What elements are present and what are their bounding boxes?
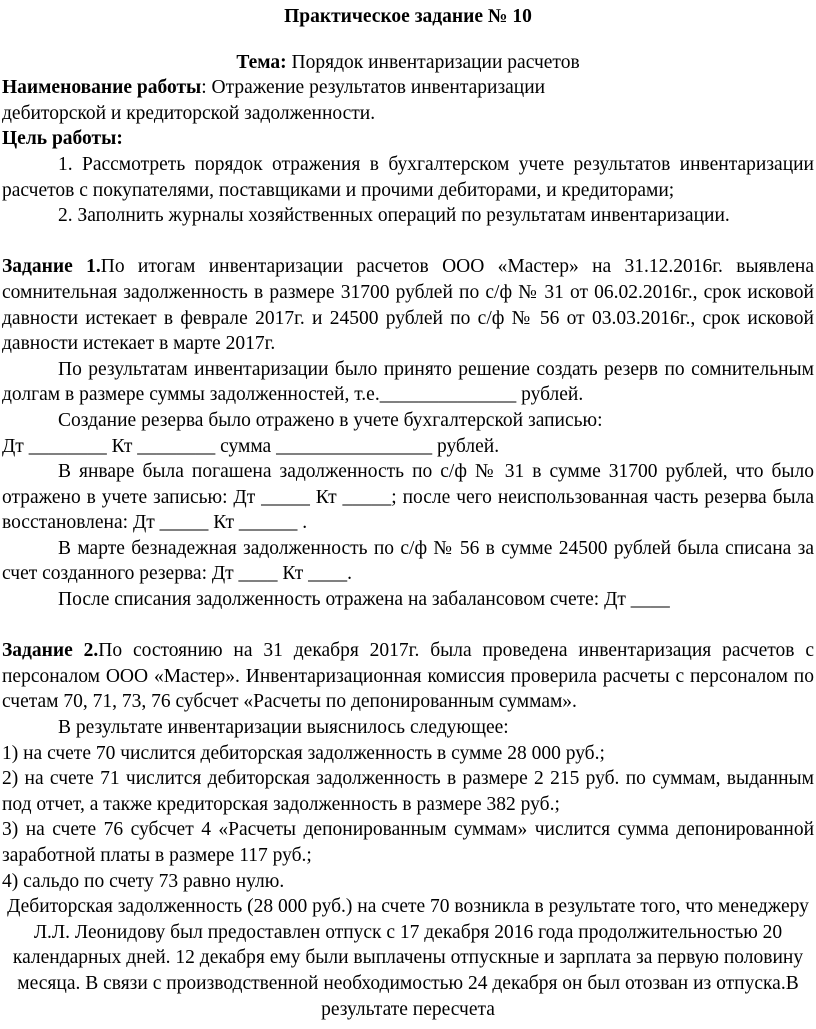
- task1-intro-text: По итогам инвентаризации расчетов ООО «Мастер» на 31.12.2016г. выявлена сомнительная задолженность в размере 31700 рублей по с/ф № 31 от 06.02.2016г., срок исковой давности истекает в феврале 2017г. и 24500 рублей по с/ф № 56 от 03.03.2016г., срок исковой давности истекает в марте 2017г.: [2, 256, 814, 355]
- task1-paragraph-january: В январе была погашена задолженность по с/ф № 31 в сумме 31700 рублей, что было отражено в учете записью: Дт _____ Кт _____; после чего неиспользованная часть резерва была восстановлена: Дт _____ Кт ______ .: [2, 461, 814, 534]
- topic-line: [2, 50, 814, 76]
- spacer: [2, 613, 814, 639]
- task1-paragraph-march: В марте безнадежная задолженность по с/ф № 56 в сумме 24500 рублей была списана за счет созданного резерва: Дт ____ Кт ____.: [2, 537, 814, 585]
- work-name-label: Наименование работы: [2, 77, 202, 99]
- task2-item-4: 4) сальдо по счету 73 равно нулю.: [2, 870, 285, 892]
- task1-intro: [2, 254, 814, 356]
- task2-item-3: 3) на счете 76 субсчет 4 «Расчеты депонированным суммам» числится сумма депонированной заработной платы в размере 117 руб.;: [2, 819, 814, 866]
- task2-item-2: 2) на счете 71 числится дебиторская задолженность в размере 2 215 руб. по суммам, выданным под отчет, а также кредиторская задолженность в размере 382 руб.;: [2, 768, 814, 815]
- goal-item-2: 2. Заполнить журналы хозяйственных операций по результатам инвентаризации.: [58, 205, 730, 227]
- page-title: Практическое задание № 10: [284, 6, 532, 27]
- goal-item-1: 1. Рассмотреть порядок отражения в бухгалтерском учете результатов инвентаризации расчетов с покупателями, поставщиками и прочими дебиторами, и кредиторами;: [2, 153, 814, 201]
- work-name-line: [2, 75, 814, 101]
- task2-item-1: 1) на счете 70 числится дебиторская задолженность в сумме 28 000 руб.;: [2, 742, 605, 764]
- task1-paragraph-offbalance: После списания задолженность отражена на забалансовом счете: Дт ____: [58, 589, 670, 611]
- spacer: [2, 229, 814, 255]
- task2-intro-text: По состоянию на 31 декабря 2017г. была проведена инвентаризация расчетов с персоналом ООО «Мастер». Инвентаризационная комиссия проверила расчеты с персоналом по счетам 70, 71, 73, 76 субсчет «Расчеты по депонированным суммам».: [2, 640, 814, 713]
- task1-paragraph-reserve: По результатам инвентаризации было принято решение создать резерв по сомнительным долгам в размере суммы задолженностей, т.е.______________ рублей.: [2, 358, 814, 406]
- work-name-text: : Отражение результатов инвентаризации: [201, 77, 546, 99]
- topic-text: Порядок инвентаризации расчетов: [286, 51, 580, 73]
- task2-result-line: В результате инвентаризации выяснилось следующее:: [58, 717, 509, 739]
- task2-label: Задание 2.: [2, 640, 99, 662]
- work-name-line-2: дебиторской и кредиторской задолженности.: [2, 102, 376, 124]
- task2-closing: Дебиторская задолженность (28 000 руб.) на счете 70 возникла в результате того, что менеджеру Л.Л. Леонидову был предоставлен отпуск с 17 декабря 2016 года продолжительностью 20 календарных дней. 12 декабря ему были выплачены отпускные и зарплата за первую половину месяца. В связи с производственной необходимостью 24 декабря он был отозван из отпуска.В результате пересчета: [7, 896, 809, 1020]
- task1-entry-line: Дт ________ Кт ________ сумма ________________ рублей.: [2, 435, 500, 457]
- task1-paragraph-entry: Создание резерва было отражено в учете бухгалтерской записью:: [58, 409, 603, 431]
- task2-intro: [2, 638, 814, 715]
- task1-label: Задание 1.: [2, 256, 101, 278]
- topic-label: Тема:: [236, 51, 287, 73]
- goal-label: Цель работы:: [2, 128, 123, 150]
